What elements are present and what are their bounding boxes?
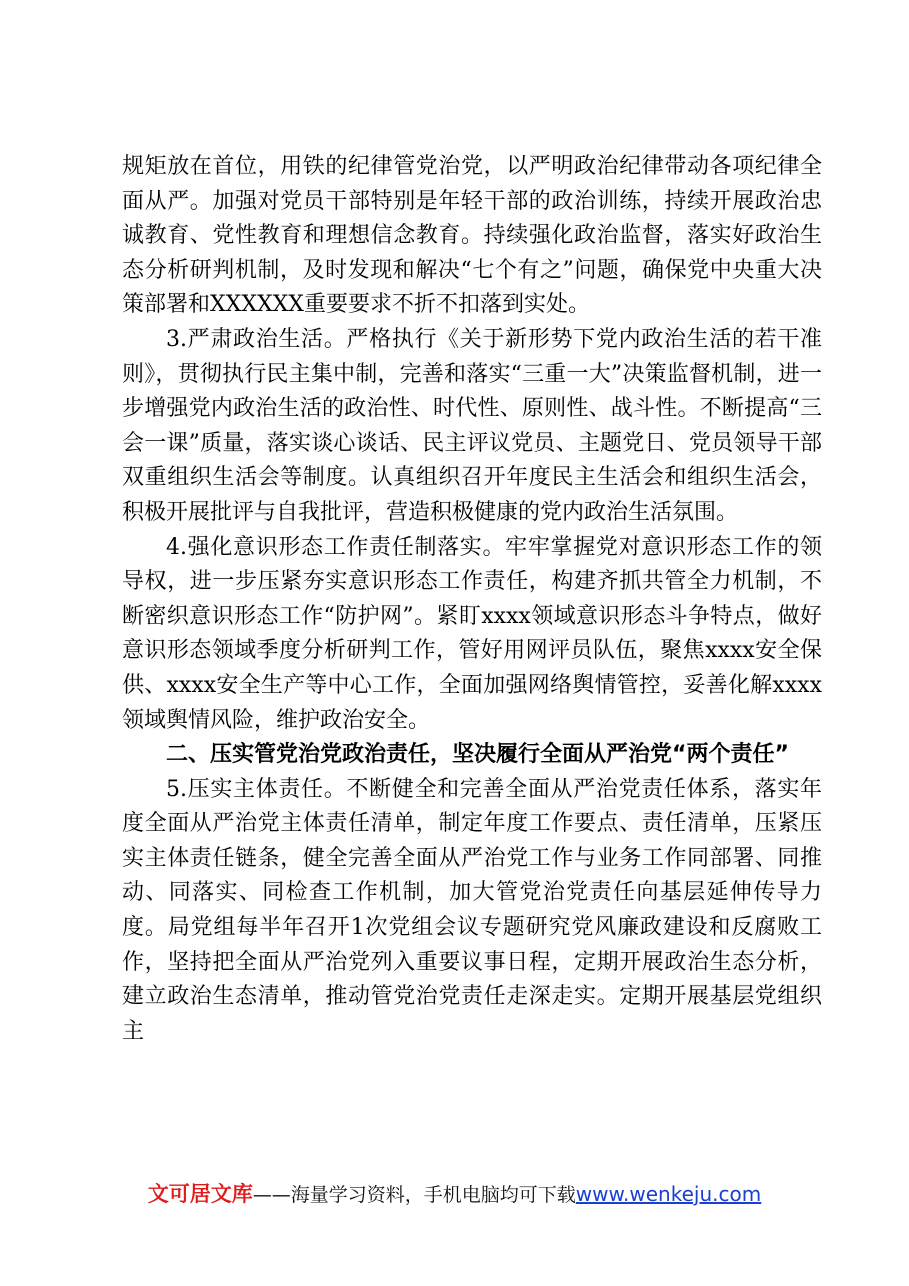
- footer-website-link[interactable]: www.wenkeju.com: [575, 1182, 762, 1206]
- paragraph-item-4: 4.强化意识形态工作责任制落实。牢牢掌握党对意识形态工作的领导权，进一步压紧夯实意识形态工作责任，构建齐抓共管全力机制，不断密织意识形态工作“防护网”。紧盯xxxx领域意识形态斗争特点，做好意识形态领域季度分析研判工作，管好用网评员队伍，聚焦xxxx安全保供、xxxx安全生产等中心工作，全面加强网络舆情管控，妥善化解xxxx领域舆情风险，维护政治安全。: [122, 534, 822, 733]
- paragraph-continuation: 规矩放在首位，用铁的纪律管党治党，以严明政治纪律带动各项纪律全面从严。加强对党员干部特别是年轻干部的政治训练，持续开展政治忠诚教育、党性教育和理想信念教育。持续强化政治监督，落实好政治生态分析研判机制，及时发现和解决“七个有之”问题，确保党中央重大决策部署和XXXXXX重要要求不折不扣落到实处。: [122, 154, 822, 318]
- paragraph-item-5: 5.压实主体责任。不断健全和完善全面从严治党责任体系，落实年度全面从严治党主体责任清单，制定年度工作要点、责任清单，压紧压实主体责任链条，健全完善全面从严治党工作与业务工作同部署、同推动、同落实、同检查工作机制，加大管党治党责任向基层延伸传导力度。局党组每半年召开1次党组会议专题研究党风廉政建设和反腐败工作，坚持把全面从严治党列入重要议事日程，定期开展政治生态分析，建立政治生态清单，推动管党治党责任走深走实。定期开展基层党组织主: [122, 776, 822, 1044]
- document-body: [122, 150, 822, 1049]
- paragraph-item-3: 3.严肃政治生活。严格执行《关于新形势下党内政治生活的若干准则》，贯彻执行民主集中制，完善和落实“三重一大”决策监督机制，进一步增强党内政治生活的政治性、时代性、原则性、战斗性。不断提高“三会一课”质量，落实谈心谈话、民主评议党员、主题党日、党员领导干部双重组织生活会等制度。认真组织召开年度民主生活会和组织生活会，积极开展批评与自我批评，营造积极健康的党内政治生活氛围。: [122, 326, 822, 525]
- footer-banner: [0, 1178, 909, 1208]
- footer-brand: 文可居文库: [147, 1182, 253, 1206]
- footer-slogan: ——海量学习资料，手机电脑均可下载: [252, 1184, 576, 1206]
- section-heading-2: 二、压实管党治党政治责任，坚决履行全面从严治党“两个责任”: [166, 742, 789, 768]
